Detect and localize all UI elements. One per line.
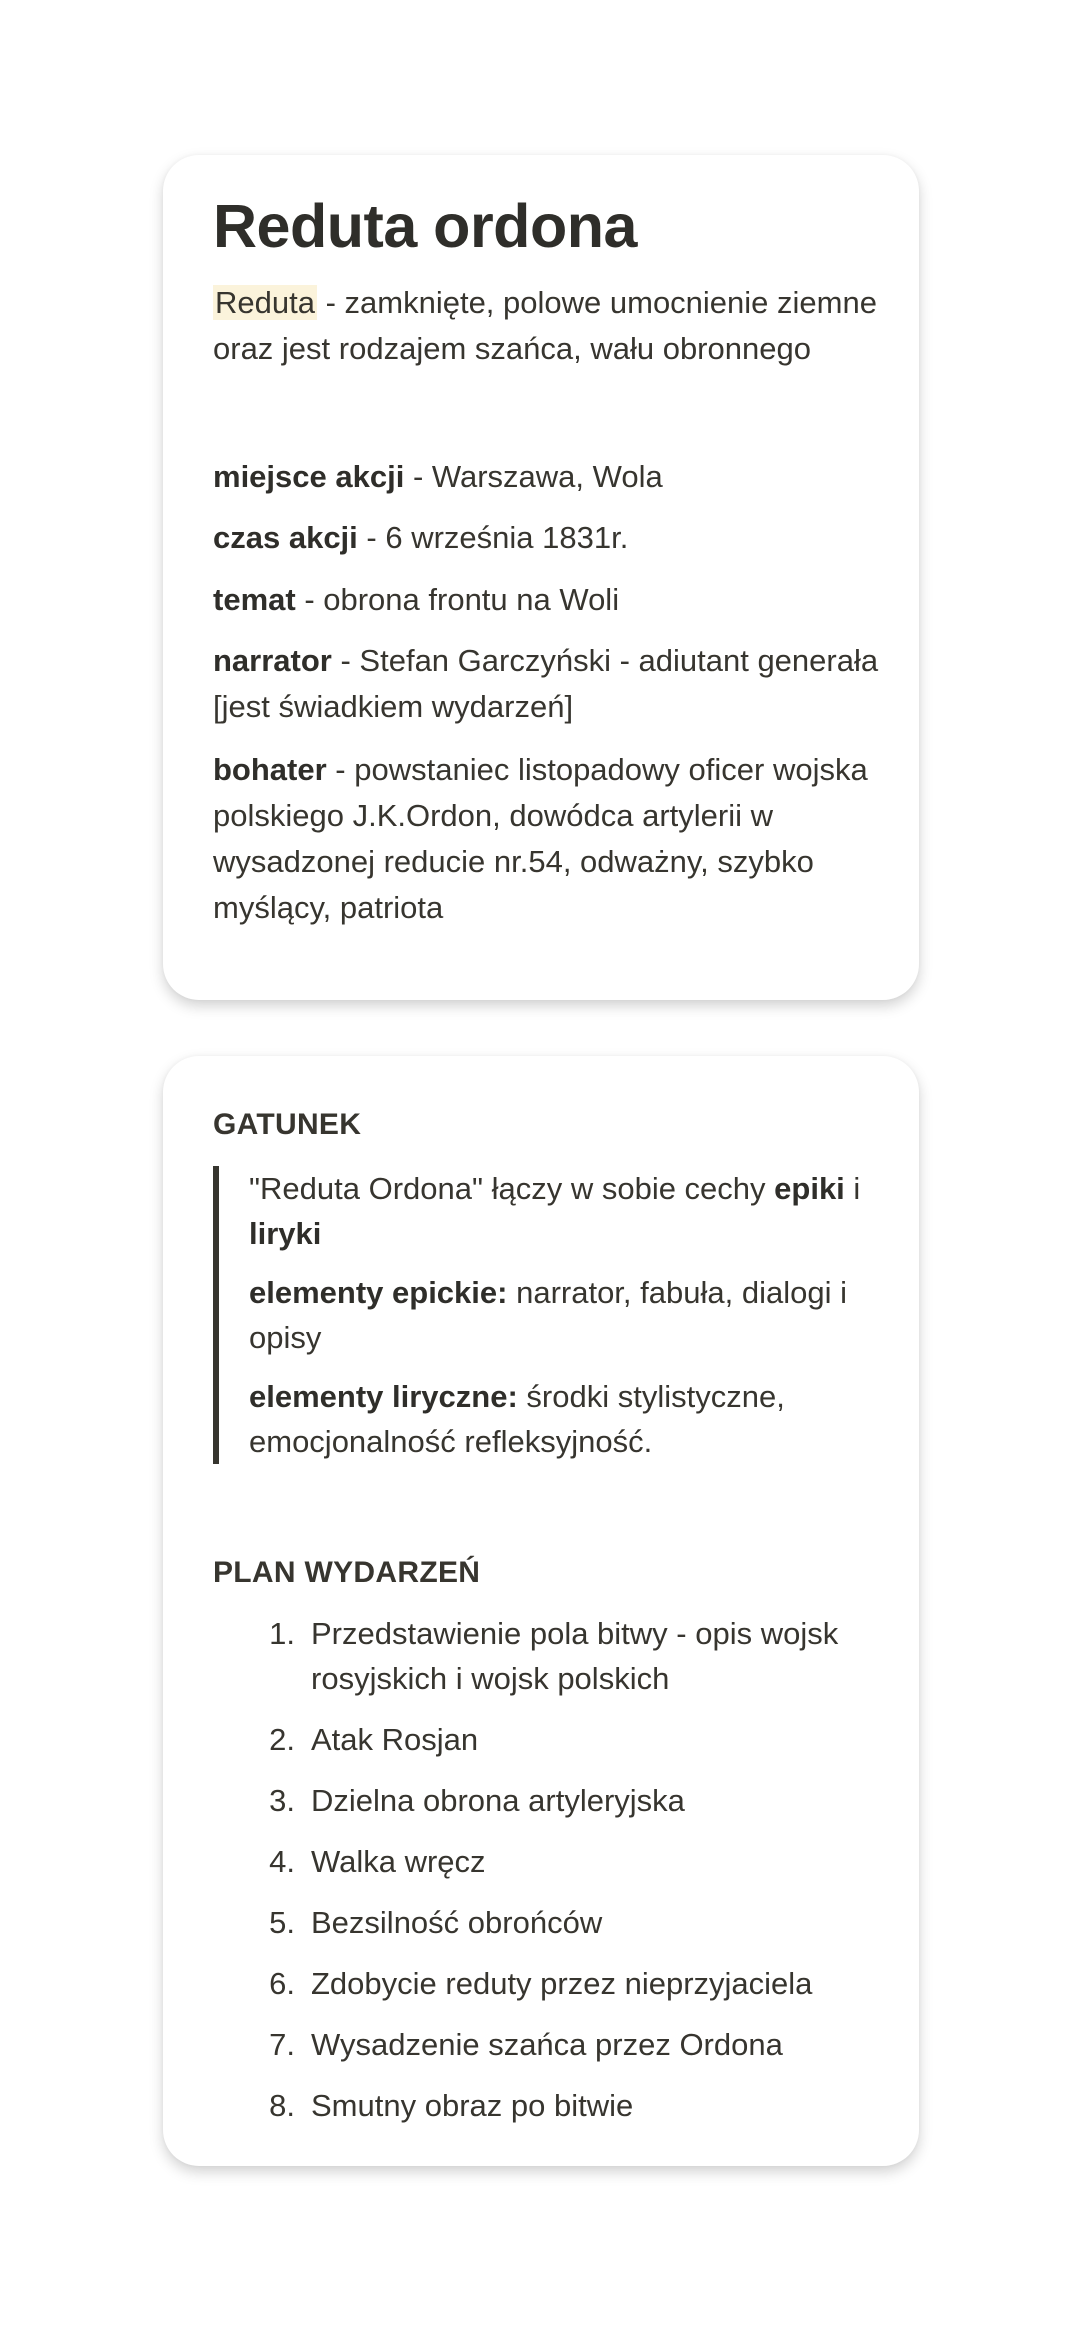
fact-text: - Stefan Garczyński - adiutant generała [jest świadkiem wydarzeń] — [213, 643, 879, 724]
list-number: 5. — [269, 1905, 295, 1940]
page-title: Reduta ordona — [213, 192, 637, 260]
genre-summary — [249, 1166, 879, 1256]
genre-text: i — [844, 1171, 861, 1206]
fact-place — [213, 454, 899, 500]
list-number: 4. — [269, 1844, 295, 1879]
list-item — [213, 1611, 879, 1701]
list-item — [213, 1717, 879, 1762]
fact-label: narrator — [213, 643, 332, 678]
genre-epic-word: epiki — [774, 1171, 845, 1206]
list-text: Dzielna obrona artyleryjska — [311, 1783, 685, 1818]
fact-text: - Warszawa, Wola — [404, 459, 663, 494]
plan-list — [213, 1611, 879, 2144]
list-item — [213, 1839, 879, 1884]
list-number: 8. — [269, 2088, 295, 2123]
lyric-label: elementy liryczne: — [249, 1379, 518, 1414]
fact-hero — [213, 747, 899, 931]
list-item — [213, 1778, 879, 1823]
lyric-text: środki stylistyczne, emocjonalność refleksyjność. — [249, 1379, 785, 1459]
fact-narrator — [213, 638, 899, 730]
epic-label: elementy epickie: — [249, 1275, 508, 1310]
fact-text: - obrona frontu na Woli — [295, 582, 620, 617]
epic-text: narrator, fabuła, dialogi i opisy — [249, 1275, 847, 1355]
fact-label: miejsce akcji — [213, 459, 405, 494]
genre-quote — [213, 1166, 879, 1464]
list-text: Zdobycie reduty przez nieprzyjaciela — [311, 1966, 813, 2001]
list-number: 1. — [269, 1616, 295, 1651]
fact-text: - powstaniec listopadowy oficer wojska polskiego J.K.Ordon, dowódca artylerii w wysadzonej reducie nr.54, odważny, szybko myślący, patriota — [213, 752, 868, 925]
plan-heading: PLAN WYDARZEŃ — [213, 1556, 481, 1589]
list-item — [213, 1961, 879, 2006]
genre-lyric-word: liryki — [249, 1216, 322, 1251]
highlighted-term: Reduta — [215, 285, 315, 320]
details-card — [163, 1056, 919, 2166]
list-number: 2. — [269, 1722, 295, 1757]
list-number: 3. — [269, 1783, 295, 1818]
summary-card — [163, 155, 919, 1000]
list-text: Smutny obraz po bitwie — [311, 2088, 634, 2123]
fact-label: bohater — [213, 752, 327, 787]
list-item — [213, 1900, 879, 1945]
list-item — [213, 2022, 879, 2067]
list-number: 6. — [269, 1966, 295, 2001]
list-number: 7. — [269, 2027, 295, 2062]
list-text: Wysadzenie szańca przez Ordona — [311, 2027, 783, 2062]
fact-text: - 6 września 1831r. — [357, 520, 629, 555]
epic-elements — [249, 1270, 879, 1360]
genre-text: "Reduta Ordona" łączy w sobie cechy — [249, 1171, 775, 1206]
list-item — [213, 2083, 879, 2128]
fact-theme — [213, 577, 899, 623]
fact-time — [213, 515, 899, 561]
definition-paragraph — [213, 280, 899, 372]
fact-label: temat — [213, 582, 296, 617]
lyric-elements — [249, 1374, 879, 1464]
list-text: Przedstawienie pola bitwy - opis wojsk rosyjskich i wojsk polskich — [311, 1616, 839, 1696]
genre-heading: GATUNEK — [213, 1108, 362, 1141]
list-text: Atak Rosjan — [311, 1722, 479, 1757]
list-text: Walka wręcz — [311, 1844, 486, 1879]
fact-label: czas akcji — [213, 520, 358, 555]
list-text: Bezsilność obrońców — [311, 1905, 603, 1940]
definition-text: - zamknięte, polowe umocnienie ziemne oraz jest rodzajem szańca, wału obronnego — [213, 285, 877, 366]
